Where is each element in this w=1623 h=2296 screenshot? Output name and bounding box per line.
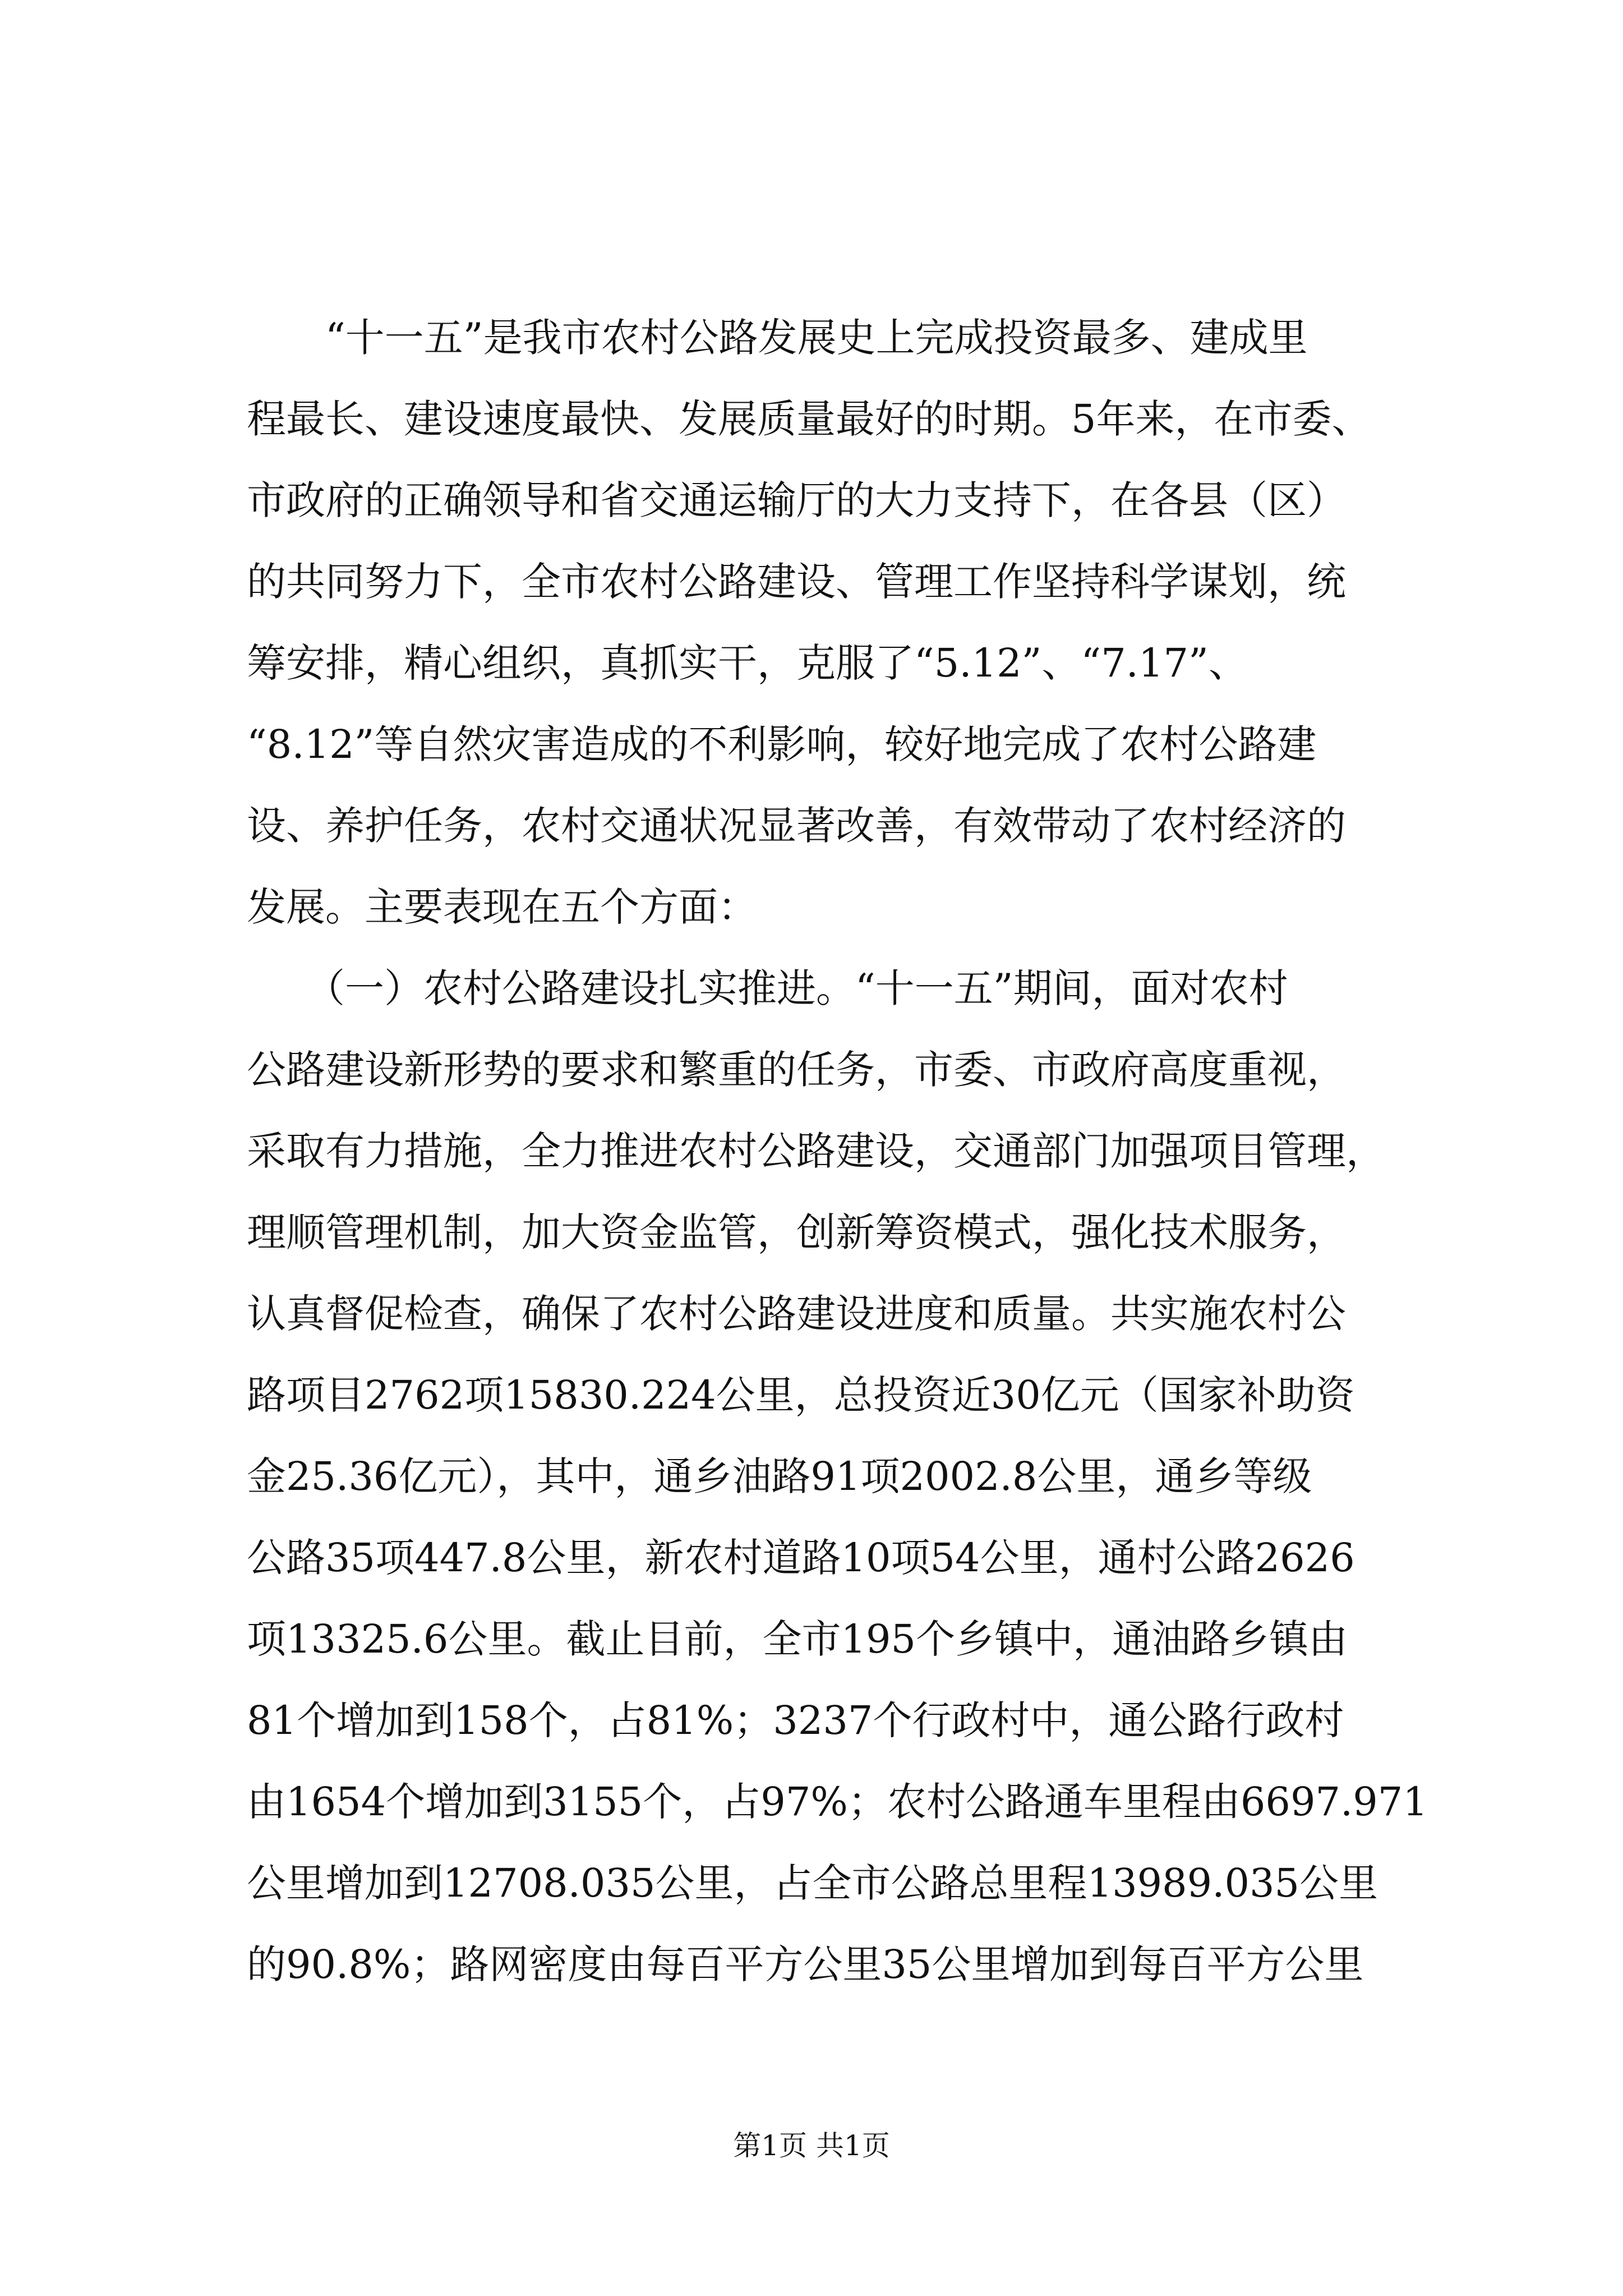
text-line: 公路建设新形势的要求和繁重的任务，市委、市政府高度重视， [247,1047,1346,1093]
text-line: 的90.8%；路网密度由每百平方公里35公里增加到每百平方公里 [247,1941,1364,1987]
text-line: “十一五”是我市农村公路发展史上完成投资最多、建成里 [247,315,1308,361]
text-line: 发展。主要表现在五个方面： [247,884,757,930]
text-line: “8.12”等自然灾害造成的不利影响，较好地完成了农村公路建 [247,721,1317,767]
text-line: 认真督促检查，确保了农村公路建设进度和质量。共实施农村公 [247,1291,1346,1337]
text-line: 采取有力措施，全力推进农村公路建设，交通部门加强项目管理， [247,1128,1385,1174]
text-line: 项13325.6公里。截止目前，全市195个乡镇中，通油路乡镇由 [247,1616,1348,1662]
text-line: 程最长、建设速度最快、发展质量最好的时期。5年来，在市委、 [247,396,1371,442]
text-line: 市政府的正确领导和省交通运输厅的大力支持下，在各县（区） [247,477,1346,523]
text-line: 设、养护任务，农村交通状况显著改善，有效带动了农村经济的 [247,803,1346,849]
text-line: 路项目2762项15830.224公里，总投资近30亿元（国家补助资 [247,1372,1355,1418]
page-footer: 第1页 共1页 [733,2129,890,2162]
text-line: （一）农村公路建设扎实推进。“十一五”期间，面对农村 [247,965,1288,1011]
text-line: 筹安排，精心组织，真抓实干，克服了“5.12”、“7.17”、 [247,640,1248,686]
text-line: 81个增加到158个，占81%；3237个行政村中，通公路行政村 [247,1697,1344,1743]
text-line: 金25.36亿元），其中，通乡油路91项2002.8公里，通乡等级 [247,1453,1312,1499]
text-line: 由1654个增加到3155个，占97%；农村公路通车里程由6697.971 [247,1779,1428,1825]
body-text [247,297,1430,2005]
text-line: 的共同努力下，全市农村公路建设、管理工作坚持科学谋划，统 [247,559,1346,605]
text-line: 公路35项447.8公里，新农村道路10项54公里，通村公路2626 [247,1535,1355,1581]
text-line: 理顺管理机制，加大资金监管，创新筹资模式，强化技术服务， [247,1209,1346,1255]
text-line: 公里增加到12708.035公里，占全市公路总里程13989.035公里 [247,1860,1378,1906]
